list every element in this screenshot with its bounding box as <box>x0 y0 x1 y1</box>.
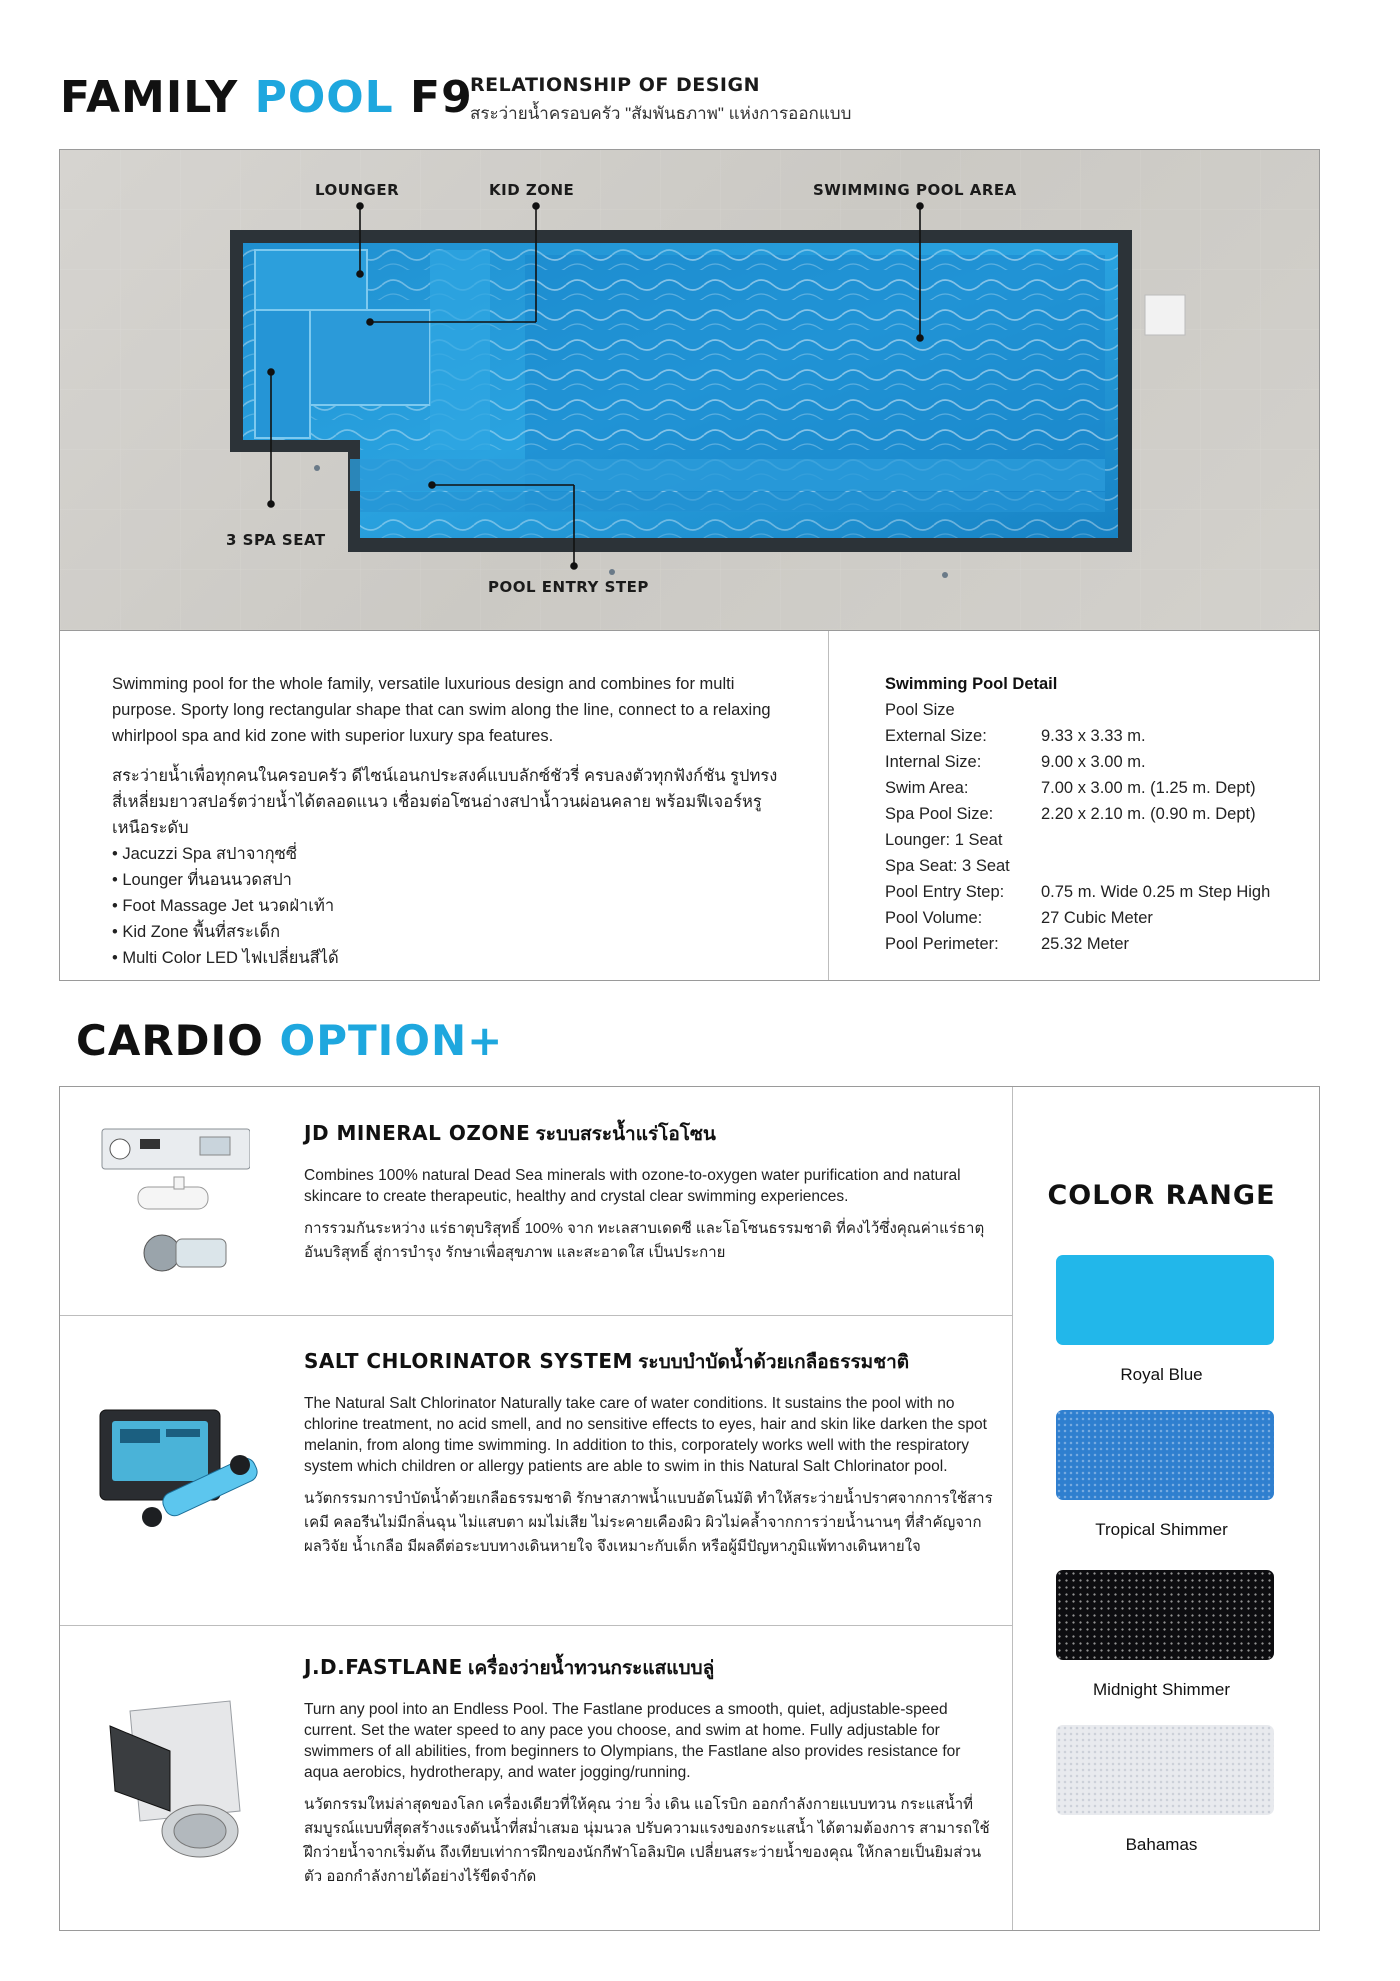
option-heading-en: JD MINERAL OZONE <box>304 1121 531 1145</box>
detail-label: Pool Volume: <box>885 909 983 927</box>
detail-row <box>885 879 1305 905</box>
detail-value: 2.20 x 2.10 m. (0.90 m. Dept) <box>1041 805 1256 823</box>
salt-chlorinator-icon <box>90 1405 270 1540</box>
subheading-th: สระว่ายน้ำครอบครัว "สัมพันธภาพ" แห่งการออกแบบ <box>470 104 852 123</box>
option-description-th: นวัตกรรมการบำบัดน้ำด้วยเกลือธรรมชาติ รักษาสภาพน้ำแบบอัตโนมัติ ทำให้สระว่ายน้ำปราศจากการใช้สารเคมี คลอรีนไม่มีกลิ่นฉุน ไม่แสบตา ผมไม่เสีย ไม่ระคายเคืองผิว ผิวไม่คล้ำจากการว่ายน้ำนานๆ ที่สำคัญจากผลวิจัย น้ำเกลือ มีผลดีต่อระบบทางเดินหายใจ จึงเหมาะกับเด็ก หรือผู้มีปัญหาภูมิแพ้ทางเดินหายใจ <box>304 1490 993 1555</box>
detail-value: 0.75 m. Wide 0.25 m Step High <box>1041 883 1271 901</box>
detail-label: Internal Size: <box>885 753 982 771</box>
pool-description <box>112 671 782 971</box>
detail-value: 7.00 x 3.00 m. (1.25 m. Dept) <box>1041 779 1256 797</box>
swatch-label: Royal Blue <box>1120 1365 1203 1384</box>
option-description-th: นวัตกรรมใหม่ล่าสุดของโลก เครื่องเดียวที่ให้คุณ ว่าย วิ่ง เดิน แอโรบิก ออกกำลังกายแบบทวน กระแสน้ำที่สมบูรณ์แบบที่สุดสร้างแรงดันน้ำที่สม่ำเสมอ นุ่มนวล ปรับความแรงของกระแสน้ำ ได้ตามต้องการ สามารถใช้ฝึกว่ายน้ำจากเริ่มต้น ถึงเทียบเท่าการฝึกของนักกีฬาโอลิมปิค เปลี่ยนสระว่ายน้ำของคุณ ให้กลายเป็นยิมส่วนตัว ออกกำลังกายได้อย่างไร้ขีดจำกัด <box>304 1796 990 1885</box>
option-description-en: Turn any pool into an Endless Pool. The Fastlane produces a smooth, quiet, adjustable-speed current. Set the water speed to any pace you choose, and swim at home. Fully adjustable for swimmers of all abilities, from beginners to Olympians, the Fastlane also provides resistance for aqua aerobics, hydrotherapy, and water jogging/running. <box>304 1701 961 1781</box>
detail-value: 9.00 x 3.00 m. <box>1041 753 1146 771</box>
option-salt-chlorinator <box>60 1315 1012 1625</box>
detail-label: Spa Pool Size: <box>885 805 994 823</box>
pool-detail <box>885 671 1305 957</box>
callout-pool-entry-step: POOL ENTRY STEP <box>488 578 649 596</box>
option-mineral-ozone <box>60 1087 1012 1315</box>
pool-info-box <box>59 630 1320 981</box>
subheading-en: RELATIONSHIP OF DESIGN <box>470 74 760 96</box>
cardio-title <box>76 1016 503 1065</box>
feature-item: • Lounger ที่นอนนวดสปา <box>112 867 782 893</box>
option-text <box>304 1347 994 1559</box>
detail-value: 9.33 x 3.33 m. <box>1041 727 1146 745</box>
info-divider <box>828 631 829 980</box>
color-swatch-midnight-shimmer[interactable] <box>1056 1570 1274 1660</box>
detail-label: Pool Entry Step: <box>885 883 1005 901</box>
detail-row <box>885 905 1305 931</box>
cardio-title-accent: OPTION+ <box>279 1016 504 1065</box>
feature-item: • Jacuzzi Spa สปาจากุซซี่ <box>112 841 782 867</box>
option-fastlane <box>60 1625 1012 1932</box>
pool-size-label: Pool Size <box>885 701 955 719</box>
title-part2: F9 <box>393 72 473 123</box>
detail-row <box>885 749 1305 775</box>
swatch-label: Midnight Shimmer <box>1093 1680 1230 1699</box>
callout-spa-seat: 3 SPA SEAT <box>226 531 326 549</box>
detail-label: External Size: <box>885 727 987 745</box>
detail-value: 25.32 Meter <box>1041 935 1130 953</box>
swatch-label: Bahamas <box>1125 1835 1198 1854</box>
option-heading <box>304 1119 994 1149</box>
detail-row <box>885 723 1305 749</box>
pool-detail-title: Swimming Pool Detail <box>885 675 1058 693</box>
option-heading <box>304 1653 994 1683</box>
options-divider-vertical <box>1012 1087 1013 1930</box>
description-en: Swimming pool for the whole family, versatile luxurious design and combines for multi purpose. Sporty long rectangular shape that can swim along the line, connect to a relaxing whirlpool spa and kid zone with superior luxury spa features. <box>112 675 771 745</box>
feature-item: • Foot Massage Jet นวดฝ่าเท้า <box>112 893 782 919</box>
detail-spa-seat: Spa Seat: 3 Seat <box>885 857 1010 875</box>
callout-swimming-pool-area: SWIMMING POOL AREA <box>813 181 1017 199</box>
option-heading-en: J.D.FASTLANE <box>304 1655 463 1679</box>
page-title <box>60 72 473 123</box>
option-description-en: The Natural Salt Chlorinator Naturally take care of water conditions. It sustains the pool with no chlorine treatment, no acid smell, and no sensitive effects to eyes, hair and skin like darken the spot melanin, from along time swimming. In addition to this, corporately works well with the respiratory system which children or allergy patients are able to swim in this Natural Salt Chlorinator pool. <box>304 1395 987 1475</box>
mineral-ozone-unit-icon <box>90 1125 250 1290</box>
option-heading-th: ระบบสระน้ำแร่โอโซน <box>530 1124 716 1145</box>
entry-step <box>350 459 1105 491</box>
feature-item: • Multi Color LED ไฟเปลี่ยนสีได้ <box>112 945 782 971</box>
detail-row <box>885 775 1305 801</box>
color-swatch-tropical-shimmer[interactable] <box>1056 1410 1274 1500</box>
callout-kid-zone: KID ZONE <box>489 181 575 199</box>
subheading <box>470 74 851 127</box>
feature-list <box>112 841 782 971</box>
title-part1: FAMILY <box>60 72 255 123</box>
detail-row <box>885 801 1305 827</box>
option-heading-th: เครื่องว่ายน้ำทวนกระแสแบบลู่ <box>462 1658 715 1679</box>
fastlane-machine-icon <box>90 1691 260 1866</box>
cardio-title-part1: CARDIO <box>76 1016 280 1065</box>
option-text <box>304 1653 994 1889</box>
option-heading-th: ระบบบำบัดน้ำด้วยเกลือธรรมชาติ <box>632 1352 910 1373</box>
spa-seat-zone <box>255 310 310 438</box>
option-heading <box>304 1347 994 1377</box>
swatch-label: Tropical Shimmer <box>1095 1520 1228 1539</box>
detail-label: Swim Area: <box>885 779 969 797</box>
feature-item: • Kid Zone พื้นที่สระเด็ก <box>112 919 782 945</box>
color-swatch-bahamas[interactable] <box>1056 1725 1274 1815</box>
option-description-en: Combines 100% natural Dead Sea minerals with ozone-to-oxygen water purification and natural skincare to create therapeutic, healthy and crystal clear swimming experiences. <box>304 1167 961 1205</box>
skimmer-box <box>1145 295 1185 335</box>
callout-lounger: LOUNGER <box>315 181 400 199</box>
detail-value: 27 Cubic Meter <box>1041 909 1153 927</box>
lounger-zone <box>255 250 367 310</box>
option-description-th: การรวมกันระหว่าง แร่ธาตุบริสุทธิ์ 100% จาก ทะเลสาบเดดซี และโอโซนธรรมชาติ ที่คงไว้ซึ่งคุณค่าแร่ธาตุอันบริสุทธิ์ สู่การบำรุง รักษาเพื่อสุขภาพ และสะอาดใส เป็นประกาย <box>304 1220 985 1261</box>
pool-illustration <box>60 150 1320 630</box>
pool-aerial-photo <box>59 149 1320 630</box>
color-swatch-royal-blue[interactable] <box>1056 1255 1274 1345</box>
detail-row <box>885 931 1305 957</box>
option-heading-en: SALT CHLORINATOR SYSTEM <box>304 1349 633 1373</box>
description-th: สระว่ายน้ำเพื่อทุกคนในครอบครัว ดีไซน์เอนกประสงค์แบบลักซ์ชัวรี่ ครบลงตัวทุกฟังก์ชัน รูปทรงสี่เหลี่ยมยาวสปอร์ตว่ายน้ำได้ตลอดแนว เชื่อมต่อโซนอ่างสปาน้ำวนผ่อนคลาย พร้อมฟีเจอร์หรูเหนือระดับ <box>112 767 778 837</box>
detail-lounger: Lounger: 1 Seat <box>885 831 1003 849</box>
color-range-title: COLOR RANGE <box>1047 1180 1276 1211</box>
detail-label: Pool Perimeter: <box>885 935 999 953</box>
option-text <box>304 1119 994 1265</box>
title-accent: POOL <box>254 72 394 123</box>
